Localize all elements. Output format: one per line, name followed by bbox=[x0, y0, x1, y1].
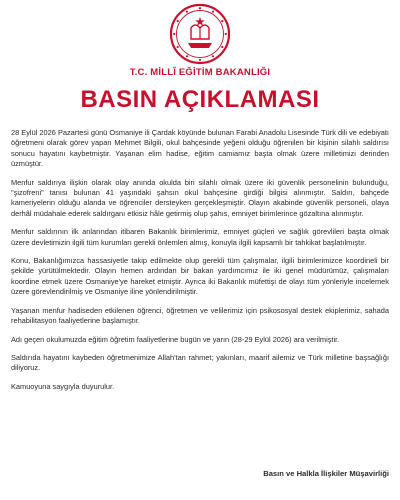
paragraph: Menfur saldırının ilk anlarından itibaren Bakanlık birimlerimiz, emniyet güçleri ve sağlık görevlileri başta olmak üzere devletimizin ilgili tüm kurumları gerekli önlemleri almış, konuyla ilgili kapsamlı bir tahkikat başlatılmıştır. bbox=[11, 227, 389, 247]
paragraph: Konu, Bakanlığımızca hassasiyetle takip edilmekte olup gerekli tüm çalışmalar, ilgili birimlerimizce koordineli bir şekilde yürütülmektedir. Olayın hemen ardından bir bakan yardımcımız ile iki genel müdürümüz, çalışmaları koordine etmek üzere Osmaniye'ye hareket etmiştir. Ayrıca iki Bakanlık müfettişi de olayı tüm yönleriyle incelemek üzere görevlendirilmiş ve Osmaniye iline yönlendirilmiştir. bbox=[11, 256, 389, 297]
signature: Basın ve Halkla İlişkiler Müşavirliği bbox=[263, 469, 389, 478]
paragraph: Yaşanan menfur hadiseden etkilenen öğrenci, öğretmen ve velilerimiz için psikososyal destek ekiplerimiz, sahada rehabilitasyon faaliyetlerine başlamıştır. bbox=[11, 305, 389, 326]
page-title: BASIN AÇIKLAMASI bbox=[80, 86, 320, 113]
paragraph: 28 Eylül 2026 Pazartesi günü Osmaniye ili Çardak köyünde bulunan Farabi Anadolu Lisesinde Türk dili ve edebiyatı öğretmeni olarak görev yapan Mehmet Bilgili, okul bahçesinde yeğeni olduğu öğrenilen bir kişinin silahlı saldırısı sonucu hayatını kaybetmiştir. Yaşanan elim hadise, eğitim camiamız başta olmak üzere milletimizi derinden üzmüştür. bbox=[11, 128, 389, 169]
ministry-emblem-icon bbox=[169, 3, 231, 65]
paragraph: Kamuoyuna saygıyla duyurulur. bbox=[11, 381, 115, 391]
paragraph: Adı geçen okulumuzda eğitim öğretim faaliyetlerine bugün ve yarın (28-29 Eylül 2026) ara verilmiştir. bbox=[11, 334, 340, 344]
paragraph: Menfur saldırıya ilişkin olarak olay anında okulda biri silahlı olmak üzere iki güvenlik personelinin bulunduğu, "şizofreni" tanısı bulunan 41 yaşındaki şahsın okul bahçesine girdiği bilgisi alınmıştır. Saldırı, bahçede kameriyelerin olduğu alanda ve öğrenciler dersteyken gerçekleşmiştir. Olayın akabinde güvenlik personeli, olaya derhâl müdahale ederek saldırganı etkisiz hâle getirmiş olup şahıs, emniyet birimlerince gözaltına alınmıştır. bbox=[11, 177, 389, 218]
paragraph: Saldırıda hayatını kaybeden öğretmenimize Allah'tan rahmet; yakınları, maarif ailemiz ve Türk milletine başsağlığı diliyoruz. bbox=[11, 352, 389, 373]
press-release-body bbox=[11, 128, 389, 400]
ministry-name: T.C. MİLLÎ EĞİTİM BAKANLIĞI bbox=[129, 67, 271, 78]
